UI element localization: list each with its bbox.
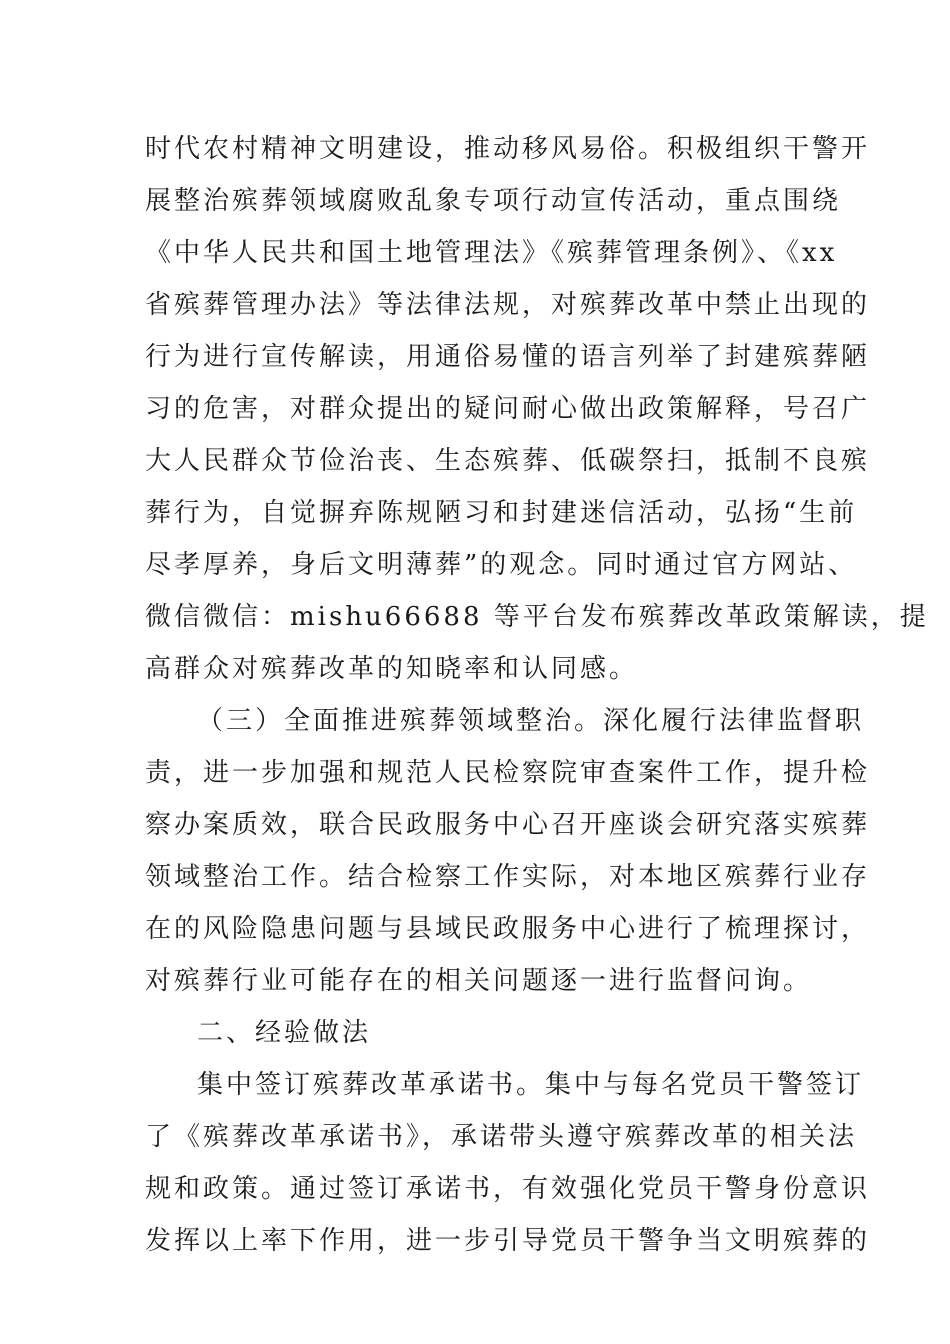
text-line: 了《殡葬改革承诺书》，承诺带头遵守殡葬改革的相关法 (145, 1122, 858, 1152)
text-line: 发挥以上率下作用，进一步引导党员干警争当文明殡葬的 (145, 1226, 871, 1256)
text-line: 省殡葬管理办法》等法律法规，对殡葬改革中禁止出现的 (145, 290, 871, 320)
text-line: 微信微信：mishu66688 等平台发布殡葬改革政策解读，提 (145, 602, 929, 632)
text-line: 察办案质效，联合民政服务中心召开座谈会研究落实殡葬 (145, 810, 871, 840)
text-line: 责，进一步加强和规范人民检察院审查案件工作，提升检 (145, 758, 871, 788)
text-line: 在的风险隐患问题与县域民政服务中心进行了梳理探讨， (145, 914, 871, 944)
paragraph-first-line: 集中签订殡葬改革承诺书。集中与每名党员干警签订 (197, 1070, 865, 1100)
text-line: 行为进行宣传解读，用通俗易懂的语言列举了封建殡葬陋 (145, 342, 871, 372)
text-line: 习的危害，对群众提出的疑问耐心做出政策解释，号召广 (145, 394, 871, 424)
text-line: 领域整治工作。结合检察工作实际，对本地区殡葬行业存 (145, 862, 871, 892)
text-line: 大人民群众节俭治丧、生态殡葬、低碳祭扫，抵制不良殡 (145, 446, 871, 476)
section-heading-line: （三）全面推进殡葬领域整治。深化履行法律监督职 (197, 706, 865, 736)
text-line: 葬行为，自觉摒弃陈规陋习和封建迷信活动，弘扬“生前 (145, 498, 858, 528)
text-line: 《中华人民共和国土地管理法》《殡葬管理条例》、《xx (145, 238, 838, 268)
text-line: 时代农村精神文明建设，推动移风易俗。积极组织干警开 (145, 134, 871, 164)
text-line: 尽孝厚养，身后文明薄葬”的观念。同时通过官方网站、 (145, 550, 858, 580)
text-line: 规和政策。通过签订承诺书，有效强化党员干警身份意识 (145, 1174, 871, 1204)
text-line: 展整治殡葬领域腐败乱象专项行动宣传活动，重点围绕 (145, 186, 842, 216)
section-title: 二、经验做法 (197, 1018, 372, 1048)
text-line: 对殡葬行业可能存在的相关问题逐一进行监督问询。 (145, 966, 813, 996)
text-line: 高群众对殡葬改革的知晓率和认同感。 (145, 654, 639, 684)
